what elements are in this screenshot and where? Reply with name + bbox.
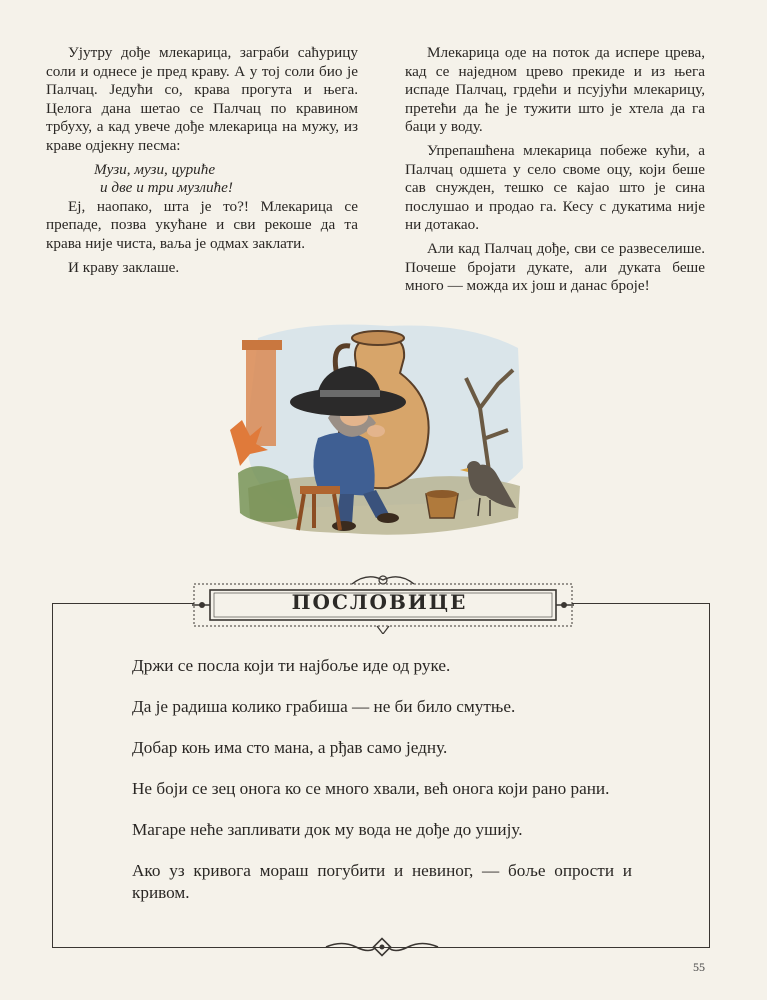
verse [94, 161, 358, 198]
section-title: ПОСЛОВИЦЕ [291, 590, 468, 614]
paragraph: Млекарица оде на поток да испере црева, кад се наједном црево прекиде и из њега испаде Палчац, грдећи и псујући млекарицу, претећи да ће је тужити што је хтела да га баци у воду. [405, 44, 705, 136]
paragraph: Еј, наопако, шта је то?! Млекарица се препаде, позва укућане и сви рекоше да та крава није чиста, ваља је одмах заклати. [46, 197, 358, 252]
proverb: Магаре неће запливати док му вода не дође до ушију. [132, 820, 523, 839]
dwarf-with-jug-illustration [228, 318, 530, 540]
proverb: Да је радиша колико грабиша — не би било смутње. [132, 697, 516, 716]
paragraph: Али кад Палчац дође, сви се развеселише. Почеше бројати дукате, али дуката беше много — можда их још и данас броје! [405, 239, 705, 295]
page-number: 55 [693, 960, 705, 974]
verse-line: Музи, музи, цуриће [94, 160, 216, 178]
proverb: Не боји се зец онога ко се много хвали, већ онога који рано рани. [132, 779, 610, 798]
proverb: Држи се посла који ти најбоље иде од руке. [132, 656, 451, 675]
verse-line: и две и три музлиће! [100, 179, 233, 197]
proverb: Добар коњ има сто мана, а рђав само једну. [132, 738, 448, 757]
paragraph: Упрепашћена млекарица побеже кући, а Палчац одшета у село своме оцу, који беше сав снужден, тешко се кајао што је сина послушао и продао га. Кесу с дукатима није ни дотакао. [405, 141, 705, 234]
right-text-column [405, 44, 705, 296]
proverbs-list [132, 655, 632, 923]
proverb: Ако уз кривога мораш погубити и невиног, — боље опрости и кривом. [132, 861, 632, 902]
left-text-column [46, 44, 358, 277]
paragraph: Ујутру дође млекарица, заграби саћурицу соли и однесе је пред краву. А у тој соли био је Палчац. Једући со, крава прогута и њега. Целога дана шетао се Палчац по кравином трбуху, а кад увече дође млекарица на мужу, из краве одјекну песма: [46, 44, 358, 154]
ornamental-flourish [322, 936, 442, 958]
paragraph: И краву заклаше. [68, 258, 180, 276]
